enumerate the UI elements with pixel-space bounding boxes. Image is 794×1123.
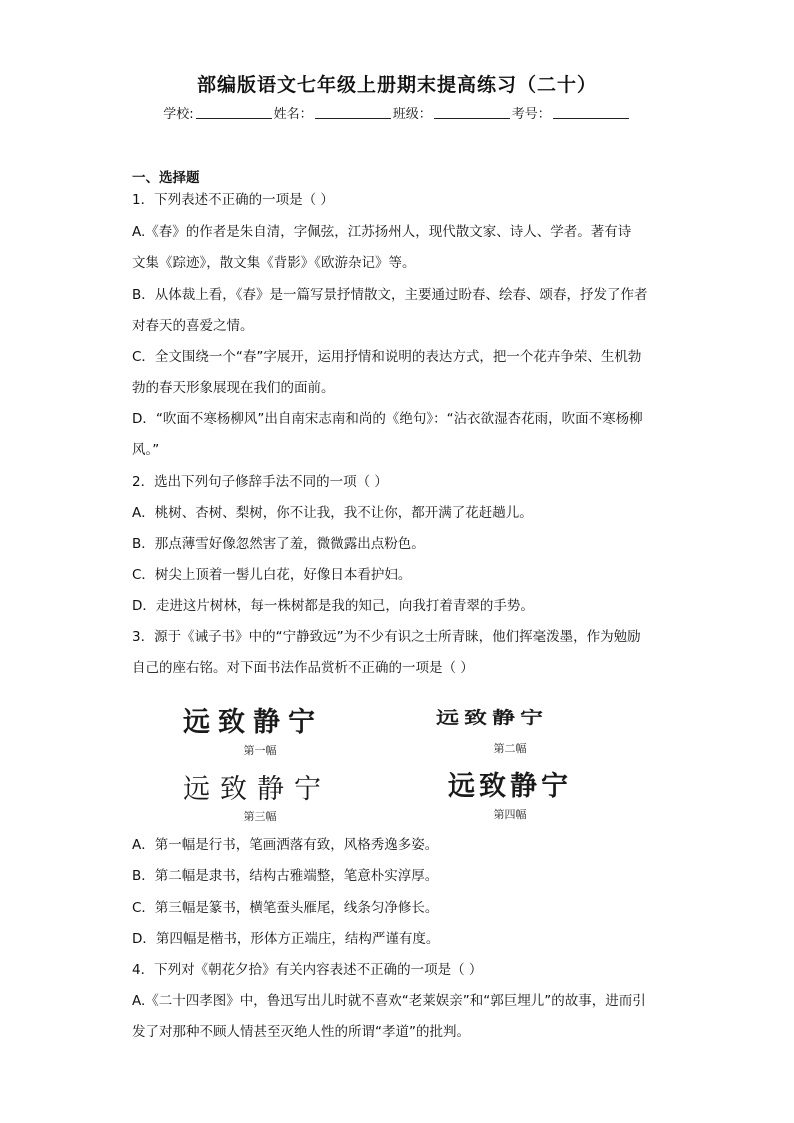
section-title: 一、选择题 bbox=[132, 170, 200, 186]
calligraphy-1-caption: 第一幅 bbox=[243, 744, 277, 757]
calligraphy-4-caption: 第四幅 bbox=[493, 808, 527, 821]
q1-option-c-line2: 勃的春天形象展现在我们的面前。 bbox=[132, 380, 335, 396]
q2-option-b: B．那点薄雪好像忽然害了羞，微微露出点粉色。 bbox=[132, 536, 425, 552]
calligraphy-work-1 bbox=[183, 700, 323, 739]
calligraphy-3-caption: 第三幅 bbox=[243, 810, 277, 823]
q3-option-c: C．第三幅是篆书，横笔蚕头雁尾，线条匀净修长。 bbox=[132, 900, 439, 916]
q1-option-d-line1: D．“吹面不寒杨柳风”出自南宋志南和尚的《绝句》：“沾衣欲湿杏花雨，吹面不寒杨柳 bbox=[132, 411, 643, 427]
q4-option-a-line2: 发了对那种不顾人情甚至灭绝人性的所谓“孝道”的批判。 bbox=[132, 1024, 470, 1040]
calligraphy-work-2 bbox=[436, 700, 548, 733]
school-label: 学校: bbox=[163, 107, 194, 122]
q2-option-a: A．桃树、杏树、梨树，你不让我，我不让你，都开满了花赶趟儿。 bbox=[132, 505, 533, 521]
name-blank bbox=[315, 106, 391, 119]
q1-option-d-line2: 风。” bbox=[132, 442, 160, 458]
q2-option-c: C．树尖上顶着一髻儿白花，好像日本看护妇。 bbox=[132, 567, 412, 583]
school-blank bbox=[196, 106, 272, 119]
q1-option-c-line1: C．全文围绕一个“春”字展开，运用抒情和说明的表达方式，把一个花卉争荣、生机勃 bbox=[132, 349, 642, 365]
q3-option-d: D．第四幅是楷书，形体方正端庄，结构严谨有度。 bbox=[132, 931, 440, 947]
q1-option-b-line2: 对春天的喜爱之情。 bbox=[132, 318, 254, 334]
student-info-line bbox=[0, 103, 794, 122]
q4-stem: 4．下列对《朝花夕拾》有关内容表述不正确的一项是（ ） bbox=[132, 962, 483, 978]
q2-option-d: D．走进这片树林，每一株树都是我的知己，向我打着青翠的手势。 bbox=[132, 598, 534, 614]
calligraphy-work-3 bbox=[183, 767, 331, 806]
q1-stem: 1．下列表述不正确的一项是（ ） bbox=[132, 192, 334, 208]
q3-stem-line2: 自己的座右铭。对下面书法作品赏析不正确的一项是（ ） bbox=[132, 660, 474, 676]
calligraphy-2-caption: 第二幅 bbox=[493, 742, 527, 755]
q1-option-a-line2: 文集《踪迹》，散文集《背影》《欧游杂记》等。 bbox=[132, 255, 416, 271]
calligraphy-3-chars: 远致静宁 bbox=[183, 774, 331, 805]
class-blank bbox=[434, 106, 510, 119]
q3-stem-line1: 3．源于《诫子书》中的“宁静致远”为不少有识之士所青睐，他们挥毫泼墨，作为勉励 bbox=[132, 629, 641, 645]
q4-option-a-line1: A.《二十四孝图》中，鲁迅写出儿时就不喜欢“老莱娱亲”和“郭巨埋儿”的故事，进而引 bbox=[132, 993, 646, 1009]
name-label: 姓名： bbox=[273, 107, 313, 122]
number-blank bbox=[553, 106, 629, 119]
q3-option-a: A．第一幅是行书，笔画洒落有致，风格秀逸多姿。 bbox=[132, 837, 439, 853]
q2-stem: 2．选出下列句子修辞手法不同的一项（ ） bbox=[132, 474, 388, 490]
calligraphy-work-4 bbox=[448, 764, 572, 803]
q1-option-b-line1: B．从体裁上看，《春》是一篇写景抒情散文，主要通过盼春、绘春、颂春，抒发了作者 bbox=[132, 287, 648, 303]
calligraphy-2-chars: 远致静宁 bbox=[436, 707, 548, 729]
calligraphy-1-chars: 远致静宁 bbox=[183, 707, 323, 738]
class-label: 班级： bbox=[392, 107, 432, 122]
number-label: 考号： bbox=[511, 107, 551, 122]
calligraphy-4-chars: 远致静宁 bbox=[448, 771, 572, 802]
page-title: 部编版语文七年级上册期末提高练习（二十） bbox=[196, 74, 597, 96]
q3-option-b: B．第二幅是隶书，结构古雅端整，笔意朴实淳厚。 bbox=[132, 868, 439, 884]
q1-option-a-line1: A.《春》的作者是朱自清，字佩弦，江苏扬州人，现代散文家、诗人、学者。著有诗 bbox=[132, 224, 632, 240]
